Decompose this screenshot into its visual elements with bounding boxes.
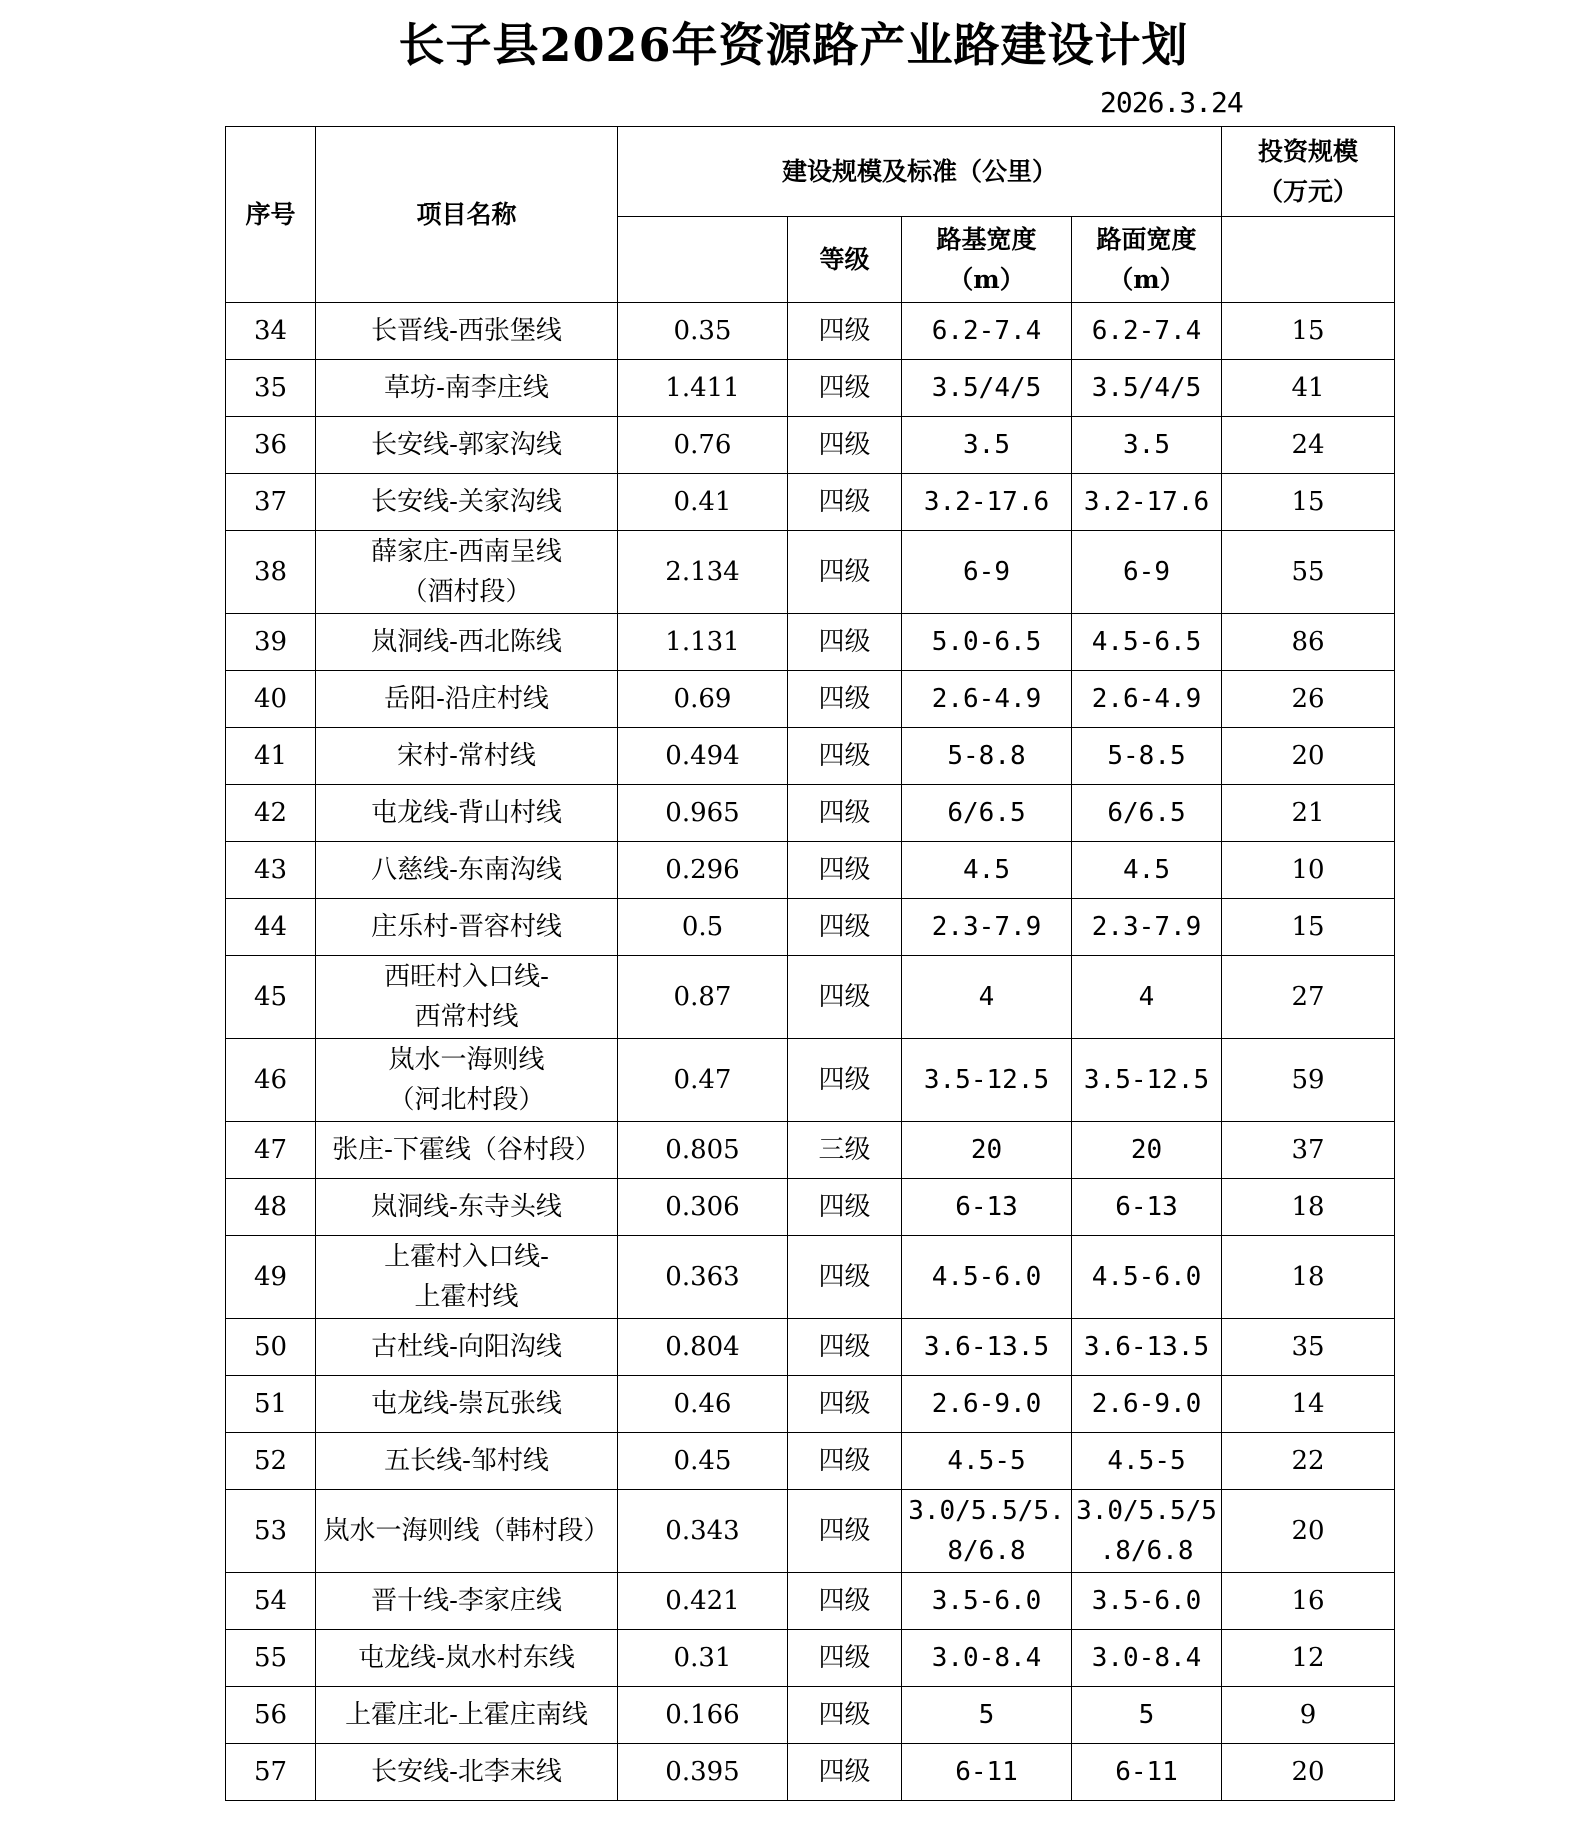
cell-seq: 50: [226, 1319, 316, 1376]
cell-investment: 59: [1222, 1039, 1395, 1122]
cell-subgrade-width: 4.5-6.0: [902, 1236, 1072, 1319]
cell-project-name: 岚水一海则线（韩村段）: [316, 1490, 618, 1573]
cell-investment: 55: [1222, 531, 1395, 614]
table-row: [226, 1490, 1395, 1573]
cell-investment: 20: [1222, 1744, 1395, 1801]
table-body: [226, 303, 1395, 1801]
cell-grade: 四级: [788, 614, 902, 671]
cell-seq: 35: [226, 360, 316, 417]
cell-seq: 56: [226, 1687, 316, 1744]
table-row: [226, 474, 1395, 531]
cell-grade: 四级: [788, 1687, 902, 1744]
cell-investment: 15: [1222, 303, 1395, 360]
cell-length: 0.87: [618, 956, 788, 1039]
cell-project-name: 长晋线-西张堡线: [316, 303, 618, 360]
cell-subgrade-width: 3.0-8.4: [902, 1630, 1072, 1687]
cell-project-name: 薛家庄-西南呈线 （酒村段）: [316, 531, 618, 614]
cell-pavement-width: 4.5: [1072, 842, 1222, 899]
cell-grade: 四级: [788, 1573, 902, 1630]
table-row: [226, 1433, 1395, 1490]
table-row: [226, 360, 1395, 417]
cell-seq: 54: [226, 1573, 316, 1630]
cell-pavement-width: 4: [1072, 956, 1222, 1039]
cell-grade: 四级: [788, 728, 902, 785]
header-investment-sub: [1222, 217, 1395, 303]
cell-pavement-width: 4.5-6.0: [1072, 1236, 1222, 1319]
document-title: 长子县2026年资源路产业路建设计划: [398, 18, 1189, 72]
cell-investment: 18: [1222, 1179, 1395, 1236]
cell-investment: 37: [1222, 1122, 1395, 1179]
cell-grade: 四级: [788, 417, 902, 474]
cell-grade: 四级: [788, 1744, 902, 1801]
cell-length: 0.805: [618, 1122, 788, 1179]
cell-project-name: 草坊-南李庄线: [316, 360, 618, 417]
table-row: [226, 614, 1395, 671]
table-row: [226, 785, 1395, 842]
cell-project-name: 庄乐村-晋容村线: [316, 899, 618, 956]
cell-seq: 44: [226, 899, 316, 956]
table-row: [226, 671, 1395, 728]
cell-subgrade-width: 6.2-7.4: [902, 303, 1072, 360]
cell-subgrade-width: 4.5: [902, 842, 1072, 899]
cell-subgrade-width: 2.6-9.0: [902, 1376, 1072, 1433]
cell-seq: 36: [226, 417, 316, 474]
table-row: [226, 899, 1395, 956]
cell-subgrade-width: 5.0-6.5: [902, 614, 1072, 671]
cell-project-name: 长安线-北李末线: [316, 1744, 618, 1801]
construction-plan-table: [225, 126, 1395, 1801]
cell-subgrade-width: 5-8.8: [902, 728, 1072, 785]
cell-investment: 26: [1222, 671, 1395, 728]
cell-investment: 22: [1222, 1433, 1395, 1490]
cell-project-name: 岚洞线-西北陈线: [316, 614, 618, 671]
cell-project-name: 岚洞线-东寺头线: [316, 1179, 618, 1236]
cell-project-name: 岳阳-沿庄村线: [316, 671, 618, 728]
cell-length: 0.69: [618, 671, 788, 728]
cell-investment: 9: [1222, 1687, 1395, 1744]
cell-length: 0.76: [618, 417, 788, 474]
cell-length: 1.131: [618, 614, 788, 671]
cell-pavement-width: 3.2-17.6: [1072, 474, 1222, 531]
cell-length: 0.47: [618, 1039, 788, 1122]
cell-grade: 四级: [788, 899, 902, 956]
cell-investment: 20: [1222, 728, 1395, 785]
cell-pavement-width: 3.5-12.5: [1072, 1039, 1222, 1122]
cell-subgrade-width: 3.5: [902, 417, 1072, 474]
cell-project-name: 屯龙线-岚水村东线: [316, 1630, 618, 1687]
table-row: [226, 1744, 1395, 1801]
table-row: [226, 1122, 1395, 1179]
cell-subgrade-width: 4: [902, 956, 1072, 1039]
header-pavement-width: 路面宽度 （m）: [1072, 217, 1222, 303]
cell-grade: 四级: [788, 531, 902, 614]
cell-project-name: 八慈线-东南沟线: [316, 842, 618, 899]
cell-seq: 55: [226, 1630, 316, 1687]
cell-subgrade-width: 4.5-5: [902, 1433, 1072, 1490]
cell-seq: 48: [226, 1179, 316, 1236]
cell-pavement-width: 6-13: [1072, 1179, 1222, 1236]
cell-grade: 四级: [788, 1376, 902, 1433]
cell-seq: 52: [226, 1433, 316, 1490]
cell-length: 0.35: [618, 303, 788, 360]
cell-grade: 四级: [788, 1319, 902, 1376]
cell-investment: 16: [1222, 1573, 1395, 1630]
table-row: [226, 303, 1395, 360]
cell-project-name: 长安线-关家沟线: [316, 474, 618, 531]
cell-project-name: 上霍庄北-上霍庄南线: [316, 1687, 618, 1744]
cell-subgrade-width: 3.6-13.5: [902, 1319, 1072, 1376]
document-date: 2026.3.24: [1100, 86, 1243, 119]
cell-seq: 46: [226, 1039, 316, 1122]
cell-seq: 51: [226, 1376, 316, 1433]
cell-seq: 38: [226, 531, 316, 614]
cell-pavement-width: 5-8.5: [1072, 728, 1222, 785]
table-row: [226, 1687, 1395, 1744]
cell-length: 1.411: [618, 360, 788, 417]
cell-pavement-width: 6-9: [1072, 531, 1222, 614]
cell-length: 2.134: [618, 531, 788, 614]
cell-grade: 四级: [788, 1490, 902, 1573]
cell-pavement-width: 2.6-9.0: [1072, 1376, 1222, 1433]
cell-subgrade-width: 3.5-12.5: [902, 1039, 1072, 1122]
cell-length: 0.31: [618, 1630, 788, 1687]
cell-investment: 86: [1222, 614, 1395, 671]
cell-subgrade-width: 20: [902, 1122, 1072, 1179]
cell-subgrade-width: 3.5-6.0: [902, 1573, 1072, 1630]
cell-seq: 53: [226, 1490, 316, 1573]
cell-pavement-width: 2.3-7.9: [1072, 899, 1222, 956]
cell-length: 0.343: [618, 1490, 788, 1573]
cell-grade: 四级: [788, 842, 902, 899]
cell-pavement-width: 3.0/5.5/5 .8/6.8: [1072, 1490, 1222, 1573]
table-row: [226, 417, 1395, 474]
cell-grade: 四级: [788, 956, 902, 1039]
cell-seq: 49: [226, 1236, 316, 1319]
cell-length: 0.421: [618, 1573, 788, 1630]
cell-grade: 四级: [788, 1039, 902, 1122]
cell-seq: 37: [226, 474, 316, 531]
cell-pavement-width: 3.5-6.0: [1072, 1573, 1222, 1630]
cell-length: 0.41: [618, 474, 788, 531]
cell-seq: 45: [226, 956, 316, 1039]
header-project-name: 项目名称: [316, 127, 618, 303]
cell-project-name: 上霍村入口线- 上霍村线: [316, 1236, 618, 1319]
cell-grade: 四级: [788, 1433, 902, 1490]
cell-pavement-width: 3.0-8.4: [1072, 1630, 1222, 1687]
table-row: [226, 1179, 1395, 1236]
cell-investment: 41: [1222, 360, 1395, 417]
cell-pavement-width: 6/6.5: [1072, 785, 1222, 842]
cell-subgrade-width: 6-13: [902, 1179, 1072, 1236]
cell-grade: 四级: [788, 1236, 902, 1319]
cell-project-name: 屯龙线-背山村线: [316, 785, 618, 842]
table-row: [226, 728, 1395, 785]
cell-subgrade-width: 6-9: [902, 531, 1072, 614]
table-row: [226, 1039, 1395, 1122]
table-row: [226, 1376, 1395, 1433]
cell-pavement-width: 6-11: [1072, 1744, 1222, 1801]
cell-seq: 43: [226, 842, 316, 899]
cell-project-name: 晋十线-李家庄线: [316, 1573, 618, 1630]
cell-seq: 34: [226, 303, 316, 360]
cell-investment: 10: [1222, 842, 1395, 899]
header-grade: 等级: [788, 217, 902, 303]
cell-pavement-width: 5: [1072, 1687, 1222, 1744]
table-row: [226, 531, 1395, 614]
cell-grade: 三级: [788, 1122, 902, 1179]
cell-project-name: 宋村-常村线: [316, 728, 618, 785]
table-row: [226, 842, 1395, 899]
cell-subgrade-width: 5: [902, 1687, 1072, 1744]
cell-investment: 15: [1222, 899, 1395, 956]
cell-investment: 35: [1222, 1319, 1395, 1376]
cell-investment: 20: [1222, 1490, 1395, 1573]
cell-pavement-width: 2.6-4.9: [1072, 671, 1222, 728]
cell-pavement-width: 3.5/4/5: [1072, 360, 1222, 417]
cell-investment: 18: [1222, 1236, 1395, 1319]
table-header: [226, 127, 1395, 303]
cell-project-name: 张庄-下霍线（谷村段）: [316, 1122, 618, 1179]
cell-length: 0.804: [618, 1319, 788, 1376]
header-investment: 投资规模 （万元）: [1222, 127, 1395, 217]
cell-project-name: 古杜线-向阳沟线: [316, 1319, 618, 1376]
cell-investment: 27: [1222, 956, 1395, 1039]
cell-subgrade-width: 6-11: [902, 1744, 1072, 1801]
cell-project-name: 岚水一海则线 （河北村段）: [316, 1039, 618, 1122]
cell-seq: 42: [226, 785, 316, 842]
table-row: [226, 956, 1395, 1039]
cell-grade: 四级: [788, 474, 902, 531]
cell-subgrade-width: 2.6-4.9: [902, 671, 1072, 728]
cell-grade: 四级: [788, 1630, 902, 1687]
cell-length: 0.363: [618, 1236, 788, 1319]
header-length: [618, 217, 788, 303]
cell-length: 0.306: [618, 1179, 788, 1236]
cell-length: 0.166: [618, 1687, 788, 1744]
cell-investment: 14: [1222, 1376, 1395, 1433]
cell-length: 0.296: [618, 842, 788, 899]
cell-subgrade-width: 3.5/4/5: [902, 360, 1072, 417]
cell-grade: 四级: [788, 671, 902, 728]
cell-subgrade-width: 6/6.5: [902, 785, 1072, 842]
cell-pavement-width: 20: [1072, 1122, 1222, 1179]
table-row: [226, 1573, 1395, 1630]
cell-subgrade-width: 2.3-7.9: [902, 899, 1072, 956]
cell-pavement-width: 3.5: [1072, 417, 1222, 474]
cell-investment: 15: [1222, 474, 1395, 531]
cell-pavement-width: 4.5-5: [1072, 1433, 1222, 1490]
header-scale-group: 建设规模及标准（公里）: [618, 127, 1222, 217]
cell-length: 0.45: [618, 1433, 788, 1490]
cell-length: 0.494: [618, 728, 788, 785]
cell-length: 0.395: [618, 1744, 788, 1801]
cell-seq: 39: [226, 614, 316, 671]
cell-project-name: 五长线-邹村线: [316, 1433, 618, 1490]
cell-grade: 四级: [788, 1179, 902, 1236]
cell-seq: 41: [226, 728, 316, 785]
cell-length: 0.5: [618, 899, 788, 956]
cell-grade: 四级: [788, 360, 902, 417]
cell-project-name: 西旺村入口线- 西常村线: [316, 956, 618, 1039]
cell-pavement-width: 3.6-13.5: [1072, 1319, 1222, 1376]
cell-grade: 四级: [788, 785, 902, 842]
cell-pavement-width: 4.5-6.5: [1072, 614, 1222, 671]
cell-seq: 57: [226, 1744, 316, 1801]
table-row: [226, 1630, 1395, 1687]
cell-subgrade-width: 3.0/5.5/5. 8/6.8: [902, 1490, 1072, 1573]
cell-investment: 12: [1222, 1630, 1395, 1687]
cell-pavement-width: 6.2-7.4: [1072, 303, 1222, 360]
cell-length: 0.46: [618, 1376, 788, 1433]
table-row: [226, 1236, 1395, 1319]
table-row: [226, 1319, 1395, 1376]
header-seq: 序号: [226, 127, 316, 303]
cell-seq: 47: [226, 1122, 316, 1179]
cell-investment: 21: [1222, 785, 1395, 842]
cell-seq: 40: [226, 671, 316, 728]
header-subgrade-width: 路基宽度 （m）: [902, 217, 1072, 303]
cell-investment: 24: [1222, 417, 1395, 474]
cell-length: 0.965: [618, 785, 788, 842]
cell-grade: 四级: [788, 303, 902, 360]
cell-project-name: 屯龙线-崇瓦张线: [316, 1376, 618, 1433]
cell-subgrade-width: 3.2-17.6: [902, 474, 1072, 531]
cell-project-name: 长安线-郭家沟线: [316, 417, 618, 474]
